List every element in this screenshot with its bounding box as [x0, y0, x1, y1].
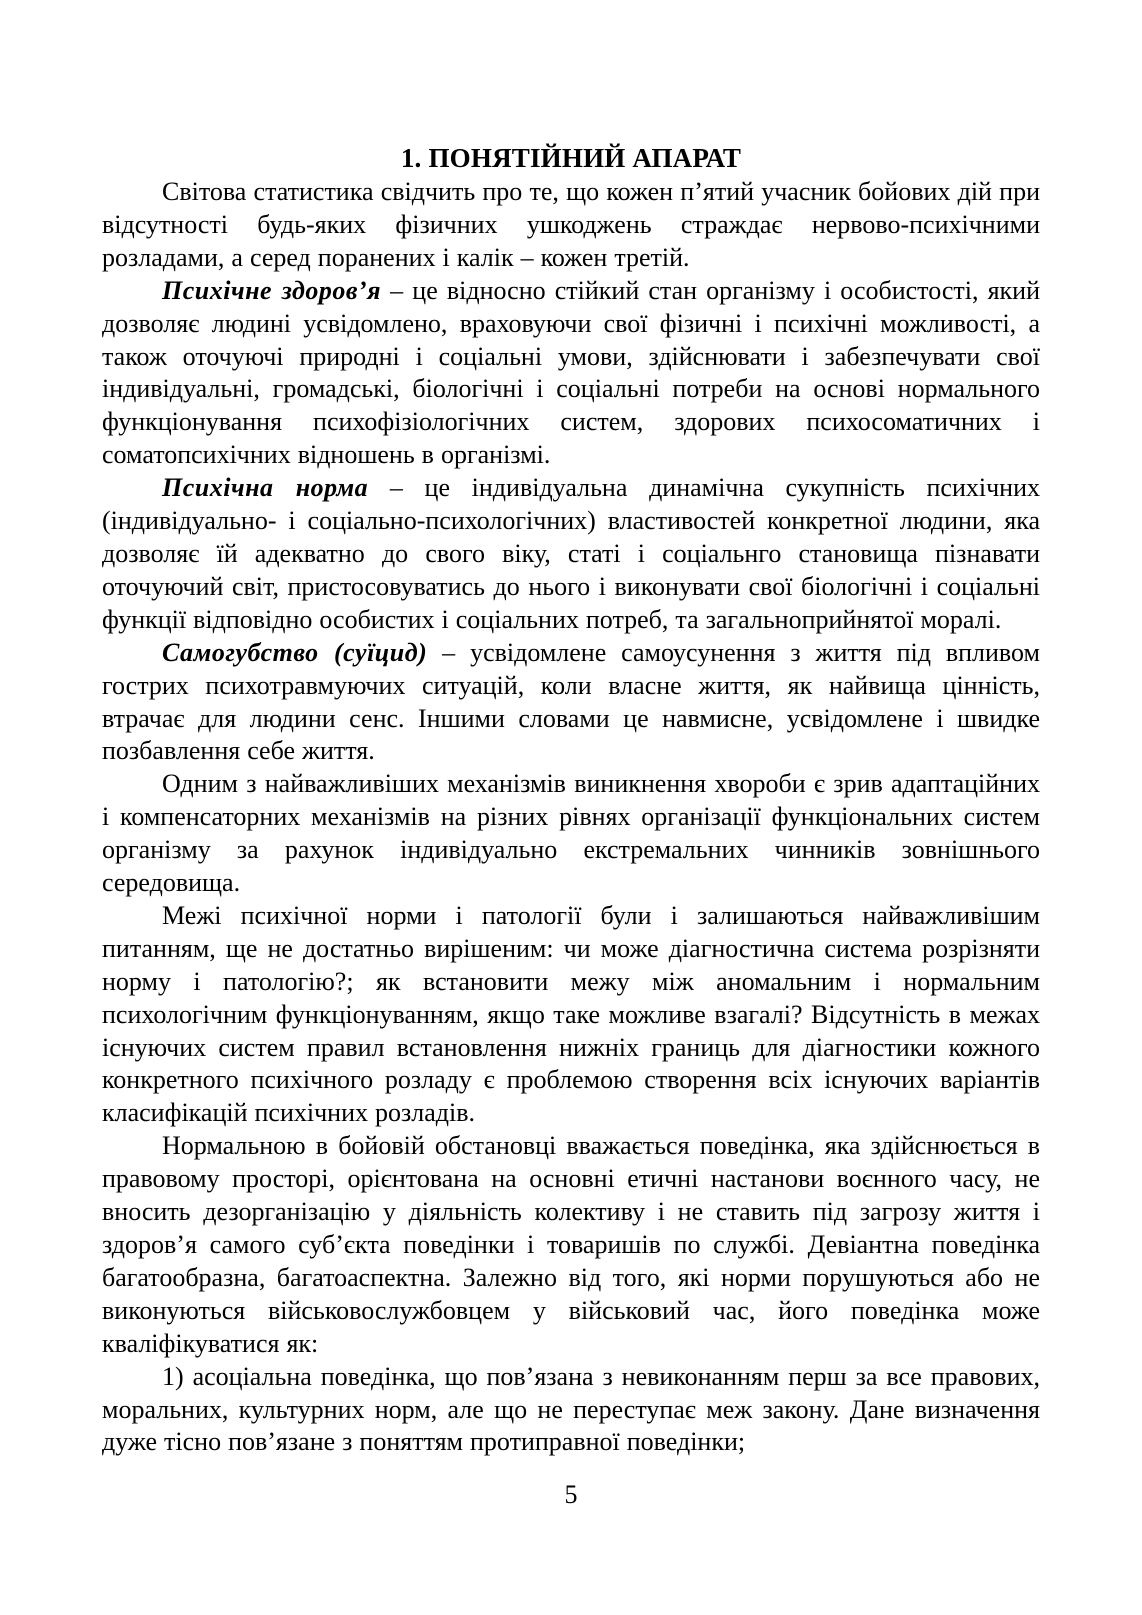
paragraph	[102, 275, 1040, 472]
paragraph	[102, 637, 1040, 769]
paragraph-text: Одним з найважливіших механізмів виникнення хвороби є зрив адаптаційних і компенсаторних механізмів на різних рівнях організації функціональних систем організму за рахунок індивідуально екстремальних чинників зовнішнього середовища.	[102, 769, 1040, 898]
paragraph-list	[102, 176, 1040, 1459]
paragraph	[102, 1130, 1040, 1360]
page-title: 1. ПОНЯТІЙНИЙ АПАРАТ	[400, 143, 742, 173]
page-number: 5	[564, 1480, 578, 1509]
paragraph	[102, 768, 1040, 900]
paragraph-text: – усвідомлене самоусунення з життя під впливом гострих психотравмуючих ситуацій, коли власне життя, як найвища цінність, втрачає для людини сенс. Іншими словами це навмисне, усвідомлене і швидке позбавлення себе життя.	[102, 637, 1040, 766]
paragraph	[102, 900, 1040, 1130]
page-content	[102, 142, 1040, 1459]
paragraph-text: – це індивідуальна динамічна сукупність психічних (індивідуально- і соціально-психологічних) властивостей конкретної людини, яка дозволяє їй адекватно до свого віку, статі і соціальнго становища пізнавати оточуючий світ, пристосовуватись до нього і виконувати свої біологічні і соціальні функції відповідно особистих і соціальних потреб, та загальноприйнятої моралі.	[102, 473, 1041, 634]
paragraph	[102, 472, 1040, 637]
term-lead: Психічне здоров’я	[162, 275, 382, 305]
paragraph	[102, 176, 1040, 275]
term-lead: Самогубство (суїцид)	[162, 637, 428, 667]
term-lead: Психічна норма	[162, 473, 369, 503]
paragraph-text: Нормальною в бойовій обстановці вважається поведінка, яка здійснюється в правовому просторі, орієнтована на основні етичні настанови воєнного часу, не вносить дезорганізацію у діяльність колективу і не ставить під загрозу життя і здоров’я самого суб’єкта поведінки і товаришів по службі. Девіантна поведінка багатообразна, багатоаспектна. Залежно від того, які норми порушуються або не виконуються військовослужбовцем у військовий час, його поведінка може кваліфікуватися як:	[102, 1131, 1040, 1358]
paragraph-text: – це відносно стійкий стан організму і особистості, який дозволяє людині усвідомлено, враховуючи свої фізичні і психічні можливості, а також оточуючі природні і соціальні умови, здійснювати і забезпечувати свої індивідуальні, громадські, біологічні і соціальні потреби на основі нормального функціонування психофізіологічних систем, здорових психосоматичних і соматопсихічних відношень в організмі.	[102, 275, 1041, 470]
paragraph-text: 1) асоціальна поведінка, що пов’язана з невиконанням перш за все правових, моральних, культурних норм, але що не переступає меж закону. Дане визначення дуже тісно пов’язане з поняттям протиправної поведінки;	[102, 1361, 1040, 1457]
paragraph	[102, 1361, 1040, 1460]
paragraph-text: Межі психічної норми і патології були і залишаються найважливішим питанням, ще не достатньо вирішеним: чи може діагностична система розрізняти норму і патологію?; як встановити межу між аномальним і нормальним психологічним функціонуванням, якщо таке можливе взагалі? Відсутність в межах існуючих систем правил встановлення нижніх границь для діагностики кожного конкретного психічного розладу є проблемою створення всіх існуючих варіантів класифікацій психічних розладів.	[102, 900, 1040, 1128]
paragraph-text: Світова статистика свідчить про те, що кожен п’ятий учасник бойових дій при відсутності будь-яких фізичних ушкоджень страждає нервово-психічними розладами, а серед поранених і калік – кожен третій.	[102, 177, 1040, 272]
